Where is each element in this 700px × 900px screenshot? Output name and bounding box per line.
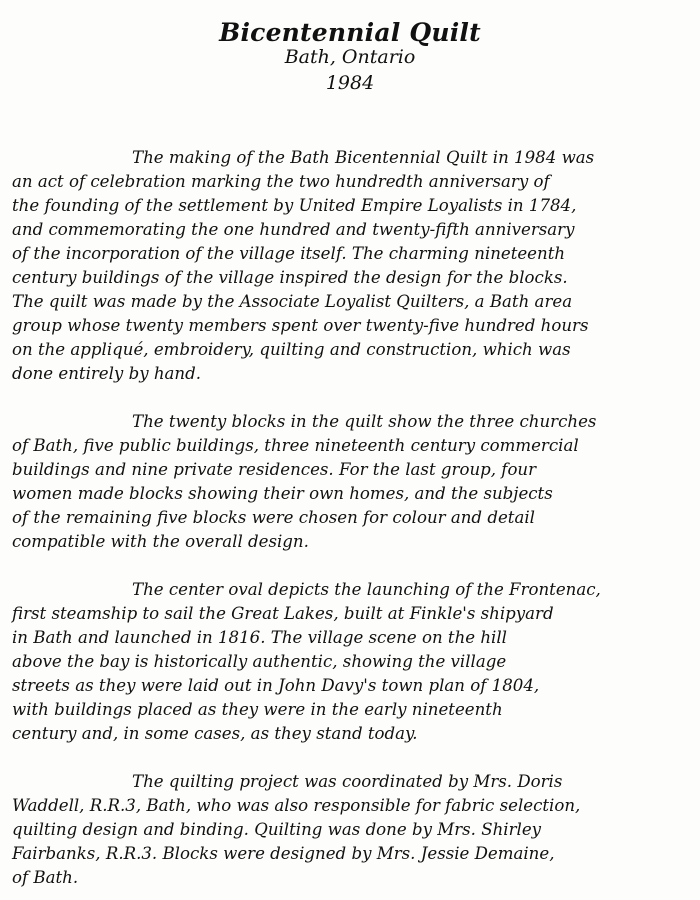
- paragraph-4-line: Waddell, R.R.3, Bath, who was also responsible for fabric selection,: [12, 796, 581, 815]
- paragraph-1-line: of the incorporation of the village itself. The charming nineteenth: [12, 244, 566, 263]
- paragraph-3-line: first steamship to sail the Great Lakes, built at Finkle's shipyard: [12, 604, 554, 623]
- document-year: 1984: [325, 72, 375, 94]
- paragraph-1-line: century buildings of the village inspired the design for the blocks.: [12, 268, 568, 287]
- paragraph-1-line: The quilt was made by the Associate Loyalist Quilters, a Bath area: [12, 292, 573, 311]
- paragraph-3-line: The center oval depicts the launching of the Frontenac,: [132, 580, 601, 599]
- paragraph-1-line: done entirely by hand.: [12, 364, 202, 383]
- paragraph-1-line: an act of celebration marking the two hundredth anniversary of: [12, 172, 550, 191]
- document-title: Bicentennial Quilt: [219, 18, 481, 47]
- paragraph-2-line: compatible with the overall design.: [12, 532, 309, 551]
- paragraph-3-line: century and, in some cases, as they stand today.: [12, 724, 418, 743]
- document-location: Bath, Ontario: [284, 46, 416, 68]
- paragraph-2-line: buildings and nine private residences. For the last group, four: [12, 460, 537, 479]
- paragraph-2-line: women made blocks showing their own homes, and the subjects: [12, 484, 553, 503]
- paragraph-2-line: of Bath, five public buildings, three nineteenth century commercial: [12, 436, 579, 455]
- paragraph-1-line: and commemorating the one hundred and twenty-fifth anniversary: [12, 220, 575, 239]
- paragraph-3-line: streets as they were laid out in John Davy's town plan of 1804,: [12, 676, 540, 695]
- paragraph-2-line: of the remaining five blocks were chosen for colour and detail: [12, 508, 535, 527]
- paragraph-4-line: quilting design and binding. Quilting was done by Mrs. Shirley: [12, 820, 542, 839]
- paragraph-3-line: above the bay is historically authentic, showing the village: [12, 652, 507, 671]
- paragraph-3-line: with buildings placed as they were in the early nineteenth: [12, 700, 503, 719]
- paragraph-1-line: group whose twenty members spent over twenty-five hundred hours: [12, 316, 589, 335]
- paragraph-1-line: on the appliqué, embroidery, quilting and construction, which was: [12, 340, 571, 359]
- paragraph-4-line: The quilting project was coordinated by Mrs. Doris: [132, 772, 563, 791]
- paragraph-3-line: in Bath and launched in 1816. The village scene on the hill: [12, 628, 507, 647]
- paragraph-2-line: The twenty blocks in the quilt show the three churches: [132, 412, 597, 431]
- paragraph-1-line: The making of the Bath Bicentennial Quilt in 1984 was: [132, 148, 595, 167]
- paragraph-4-line: of Bath.: [12, 868, 79, 887]
- paragraph-1-line: the founding of the settlement by United Empire Loyalists in 1784,: [12, 196, 577, 215]
- paragraph-4-line: Fairbanks, R.R.3. Blocks were designed by Mrs. Jessie Demaine,: [12, 844, 555, 863]
